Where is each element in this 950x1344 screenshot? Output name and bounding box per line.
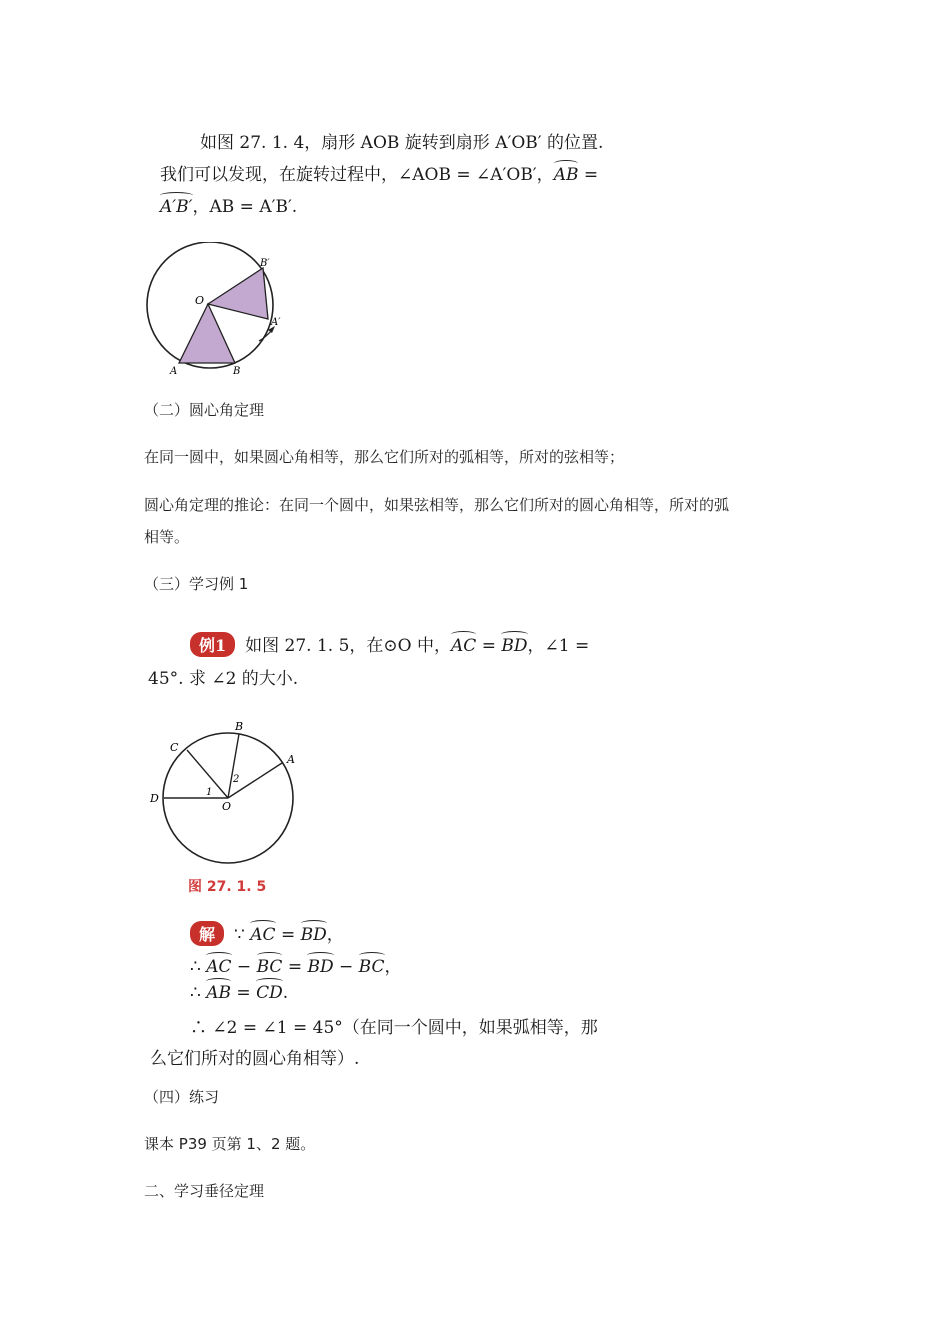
solution-s2-arc-bd: BD (307, 957, 334, 977)
arc-a1b1: A′B′ (160, 197, 193, 217)
fig2-label-b: B (235, 720, 244, 733)
example-arc-bd: BD (501, 636, 528, 656)
solution-s1-end: ， (326, 925, 344, 945)
solution-s1-pre: ∵ (234, 925, 251, 945)
fig1-label-a: A (170, 366, 178, 377)
scan-line-2-eq: = (578, 165, 599, 185)
example-line-2: 45°. 求 ∠2 的大小. (148, 669, 299, 689)
exercise-text: 课本 P39 页第 1、2 题。 (144, 1135, 316, 1153)
figure-rotating-sector (140, 242, 295, 382)
fig1-label-b: B (233, 366, 241, 377)
solution-s2-minus-2: − (333, 957, 359, 977)
solution-s3-pre: ∴ (190, 983, 207, 1003)
solution-s2-eq: = (282, 957, 308, 977)
fig1-label-b-prime: B′ (260, 258, 270, 269)
fig2-label-a: A (287, 753, 295, 766)
solution-s3-end: . (282, 983, 289, 1003)
example-line-1 (190, 631, 589, 657)
solution-s2-arc-bc: BC (256, 957, 283, 977)
theorem-text: 在同一圆中，如果圆心角相等，那么它们所对的弧相等，所对的弦相等； (144, 448, 625, 466)
scan-line-2 (160, 160, 598, 185)
fig2-label-c: C (170, 741, 179, 754)
solution-line-2 (190, 952, 402, 977)
solution-s3-arc-cd: CD (256, 983, 283, 1003)
section-heading-3: （三）学习例 1 (144, 575, 249, 593)
fig2-label-o: O (222, 800, 232, 813)
solution-s1-arc-ac: AC (250, 925, 276, 945)
solution-s2-arc-bc-2: BC (358, 957, 385, 977)
figure-circle-radii (145, 718, 305, 868)
example-arc-ac: AC (451, 636, 477, 656)
example-text-a: 如图 27. 1. 5，在⊙O 中， (245, 636, 452, 656)
solution-line-3 (190, 983, 288, 1003)
solution-s2-arc-ac: AC (206, 957, 232, 977)
solution-s2-end: ， (384, 957, 402, 977)
fig2-caption: 图 27. 1. 5 (188, 879, 267, 895)
corollary-line-1: 圆心角定理的推论：在同一个圆中，如果弦相等，那么它们所对的圆心角相等，所对的弧 (144, 496, 730, 514)
solution-line-4: ∴ ∠2 = ∠1 = 45°（在同一个圆中，如果弧相等，那 (190, 1018, 598, 1038)
solution-badge: 解 (190, 921, 224, 946)
section-heading-4: （四）练习 (144, 1088, 220, 1106)
fig2-radius-ob (228, 734, 239, 798)
scan-line-2-prefix: 我们可以发现，在旋转过程中，∠AOB = ∠A′OB′， (160, 165, 554, 185)
solution-s1-eq: = (275, 925, 301, 945)
fig1-sector-aob (179, 304, 235, 363)
example-text-b: ，∠1 = (527, 636, 590, 656)
fig1-sector-a1ob1 (208, 268, 268, 319)
fig2-angle-1: 1 (206, 787, 213, 798)
fig2-label-d: D (150, 792, 159, 805)
fig2-angle-2: 2 (233, 774, 240, 785)
solution-line-1 (190, 920, 344, 946)
solution-line-5: 么它们所对的圆心角相等）. (150, 1049, 360, 1069)
example-badge: 例1 (190, 632, 235, 657)
solution-s3-eq: = (231, 983, 257, 1003)
section-heading-2: （二）圆心角定理 (144, 401, 265, 419)
scan-line-3-suffix: ，AB = A′B′. (192, 197, 298, 217)
solution-s2-minus-1: − (231, 957, 257, 977)
section-heading-next: 二、学习垂径定理 (144, 1182, 265, 1200)
solution-s3-arc-ab: AB (206, 983, 232, 1003)
example-eq: = (476, 636, 502, 656)
scan-line-3 (160, 192, 297, 217)
solution-s1-arc-bd: BD (300, 925, 327, 945)
solution-s2-pre: ∴ (190, 957, 207, 977)
scan-line-1: 如图 27. 1. 4，扇形 AOB 旋转到扇形 A′OB′ 的位置. (200, 133, 604, 153)
arc-ab: AB (553, 165, 579, 185)
fig1-label-o: O (195, 294, 205, 307)
corollary-line-2: 相等。 (144, 528, 190, 546)
fig1-label-a-prime: A′ (271, 317, 281, 328)
